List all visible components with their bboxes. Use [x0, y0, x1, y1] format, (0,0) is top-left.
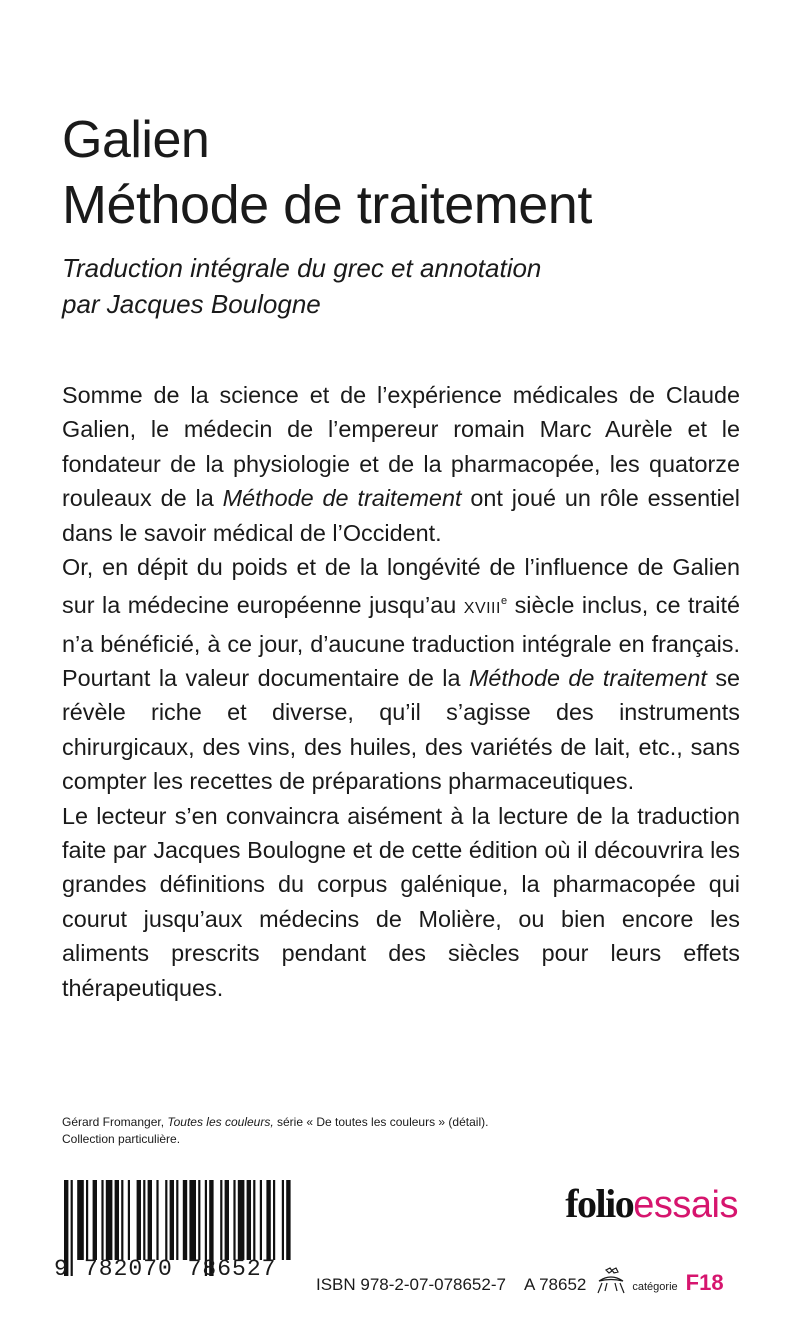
credit-artist: Gérard Fromanger, — [62, 1115, 168, 1129]
isbn: ISBN 978-2-07-078652-7 — [316, 1275, 506, 1294]
credit-work: Toutes les couleurs, — [167, 1115, 274, 1129]
category-code: F18 — [685, 1270, 724, 1295]
blurb-text: se révèle riche et diverse, qu’il s’agisse des instruments chirurgicaux, des vins, des huiles, des variétés de lait, etc., sans compter les recettes de préparations pharmaceutiques. — [62, 665, 741, 795]
barcode-first-digit: 9 — [54, 1256, 69, 1282]
subtitle-line-2: par Jacques Boulogne — [62, 289, 321, 319]
book-title: Méthode de traitement — [62, 175, 592, 235]
blurb-text: siècle inclus, ce traité n’a bénéficié, à ce jour, d’aucune traduction intégrale en français. Pourtant la valeur documentaire de la — [62, 592, 740, 692]
blurb-title-ref: Méthode de traitement — [468, 665, 707, 692]
bottom-info-line — [316, 1262, 724, 1296]
barcode-digits-rest: 782070 786527 — [84, 1256, 277, 1282]
brand-essais: essais — [633, 1184, 738, 1226]
blurb-text: ont joué un rôle essentiel dans le savoir médical de l’Occident. — [62, 485, 740, 546]
blurb-text: Somme de la science et de l’expérience médicales de Claude Galien, le médecin de l’empereur romain Marc Aurèle et le fondateur de la physiologie et de la pharmacopée, les quatorze rouleaux de la — [62, 382, 740, 512]
blurb-paragraph-2 — [62, 550, 740, 799]
folio-essais-logo — [565, 1180, 738, 1227]
blurb-text: Or, en dépit du poids et de la longévité de l’influence de Galien sur la médecine européenne jusqu’au — [62, 554, 740, 619]
century-numeral: XVIII — [463, 600, 501, 618]
credit-rest: série « De toutes les couleurs » (détail). — [273, 1115, 489, 1129]
cover-credit — [62, 1114, 488, 1148]
author-name: Galien — [62, 111, 210, 169]
blurb-paragraph-1 — [62, 378, 740, 550]
brand-folio: folio — [565, 1181, 634, 1226]
century-superscript: e — [500, 595, 508, 608]
blurb — [62, 378, 740, 1005]
credit-line-1 — [62, 1114, 488, 1131]
subtitle — [62, 250, 541, 322]
blurb-paragraph-3: Le lecteur s’en convaincra aisément à la lecture de la traduction faite par Jacques Boulogne et de cette édition où il découvrira les grandes définitions du corpus galénique, la pharmacopée qui courut jusqu’aux médecins de Molière, ou bien encore les aliments prescrits pendant des siècles pour leurs effets thérapeutiques. — [62, 802, 740, 1001]
credit-line-2: Collection particulière. — [62, 1132, 181, 1146]
gallimard-logo-icon — [596, 1267, 626, 1295]
blurb-title-ref: Méthode de traitement — [222, 485, 462, 512]
category-label: catégorie — [632, 1281, 678, 1293]
product-code: A 78652 — [523, 1275, 587, 1294]
subtitle-line-1: Traduction intégrale du grec et annotation — [62, 253, 542, 283]
